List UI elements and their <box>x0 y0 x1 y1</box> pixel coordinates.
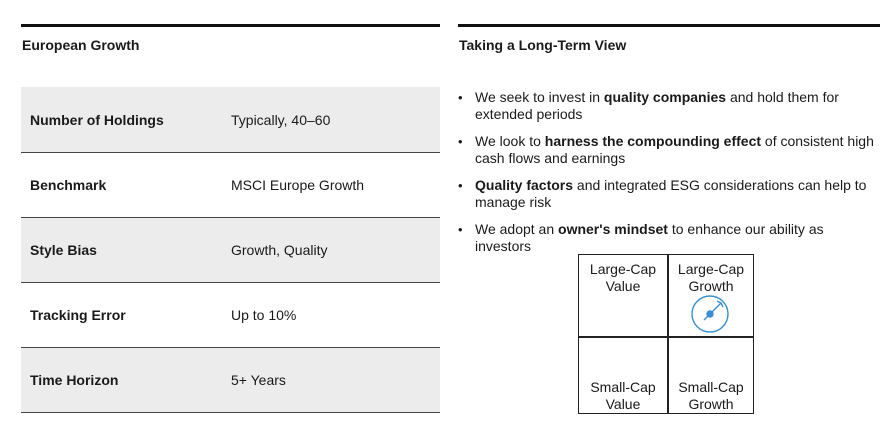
bullet-list <box>458 89 880 265</box>
list-item <box>458 133 880 167</box>
philosophy-panel <box>458 24 880 254</box>
cell-label-line: Value <box>605 396 641 412</box>
style-box-grid <box>578 254 754 414</box>
cell-label-line: Large-Cap <box>677 261 745 277</box>
cell-label-line: Value <box>605 278 641 294</box>
cell-large-cap-value <box>579 261 667 295</box>
table-row <box>21 283 440 348</box>
panel-title: European Growth <box>22 37 140 53</box>
grid-divider-horizontal <box>579 336 753 338</box>
bullet-text-post: and hold them for extended periods <box>475 89 839 122</box>
bullet-text-bold: quality companies <box>603 89 727 105</box>
cell-small-cap-value <box>579 379 667 413</box>
cell-label-line: Growth <box>688 278 734 294</box>
target-icon <box>690 295 732 333</box>
row-label: Style Bias <box>30 242 97 258</box>
cell-label-line: Small-Cap <box>678 379 744 395</box>
panel-top-rule <box>21 24 440 27</box>
cell-label-line: Large-Cap <box>589 261 657 277</box>
bullet-text-bold: Quality factors <box>475 177 574 193</box>
bullet-text-bold: owner's mindset <box>558 221 668 237</box>
cell-large-cap-growth <box>667 261 755 295</box>
row-value: Up to 10% <box>231 307 297 323</box>
bullet-text-post: to enhance our ability as investors <box>475 221 824 254</box>
bullet-text-pre: We look to <box>475 133 545 149</box>
row-value: MSCI Europe Growth <box>231 177 365 193</box>
bullet-text-bold: harness the compounding effect <box>544 133 762 149</box>
bullet-dot-icon: • <box>458 222 463 237</box>
panel-title: Taking a Long-Term View <box>459 37 627 53</box>
row-value: Growth, Quality <box>231 242 328 258</box>
fund-facts-panel <box>21 24 440 388</box>
bullet-dot-icon: • <box>458 134 463 149</box>
cell-small-cap-growth <box>667 379 755 413</box>
bullet-dot-icon: • <box>458 90 463 105</box>
cell-label-line: Small-Cap <box>590 379 656 395</box>
table-row <box>21 218 440 283</box>
table-row <box>21 153 440 218</box>
facts-table <box>21 87 440 413</box>
bullet-text-post: of consistent high cash flows and earnings <box>475 133 874 166</box>
row-label: Time Horizon <box>30 372 119 388</box>
panel-top-rule <box>458 24 880 27</box>
row-label: Tracking Error <box>30 307 126 323</box>
bullet-text-post: and integrated ESG considerations can help to manage risk <box>475 177 867 210</box>
table-row <box>21 87 440 153</box>
row-value: Typically, 40–60 <box>231 111 331 128</box>
list-item <box>458 177 880 211</box>
cell-label-line: Growth <box>688 396 734 412</box>
row-label: Number of Holdings <box>30 111 164 128</box>
bullet-dot-icon: • <box>458 178 463 193</box>
bullet-text-pre: We adopt an <box>475 221 559 237</box>
list-item <box>458 89 880 123</box>
bullet-text-pre: We seek to invest in <box>475 89 604 105</box>
list-item <box>458 221 880 255</box>
table-row <box>21 348 440 413</box>
row-value: 5+ Years <box>231 372 286 388</box>
row-label: Benchmark <box>30 177 107 193</box>
